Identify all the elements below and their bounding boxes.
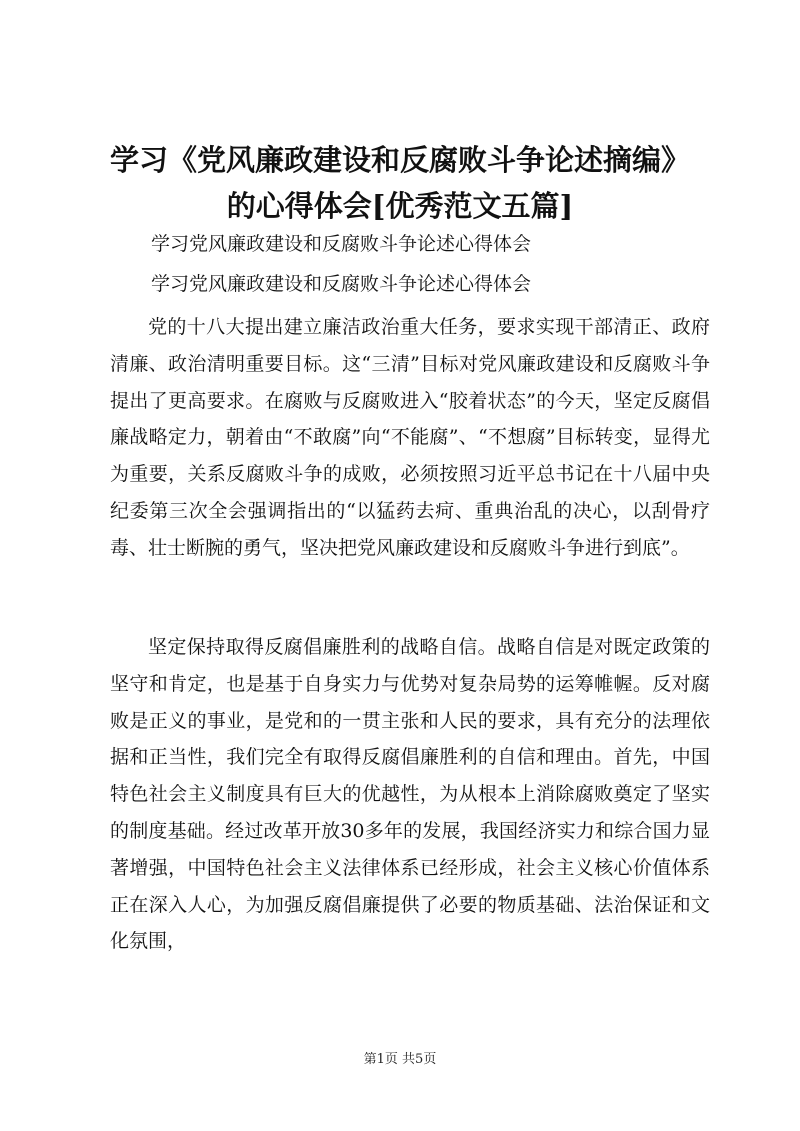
title-line-2: 的心得体会[优秀范文五篇] (226, 189, 574, 223)
body-paragraph-1: 党的十八大提出建立廉洁政治重大任务，要求实现干部清正、政府清廉、政治清明重要目标。这“三清”目标对党风廉政建设和反腐败斗争提出了更高要求。在腐败与反腐败进入“胶着状态”的今天，坚定反腐倡廉战略定力，朝着由“不敢腐”向“不能腐”、“不想腐”目标转变，显得尤为重要，关系反腐败斗争的成败，必须按照习近平总书记在十八届中央纪委第三次全会强调指出的“以猛药去疴、重典治乱的决心，以刮骨疗毒、壮士断腕的勇气，坚决把党风廉政建设和反腐败斗争进行到底”。 (110, 316, 710, 559)
document-title (60, 137, 740, 229)
subheading-2: 学习党风廉政建设和反腐败斗争论述心得体会 (151, 273, 532, 295)
body-paragraph-2: 坚定保持取得反腐倡廉胜利的战略自信。战略自信是对既定政策的坚守和肯定，也是基于自身实力与优势对复杂局势的运筹帷幄。反对腐败是正义的事业，是党和的一贯主张和人民的要求，具有充分的法理依据和正当性，我们完全有取得反腐倡廉胜利的自信和理由。首先，中国特色社会主义制度具有巨大的优越性，为从根本上消除腐败奠定了坚实的制度基础。经过改革开放30多年的发展，我国经济实力和综合国力显著增强，中国特色社会主义法律体系已经形成，社会主义核心价值体系正在深入人心，为加强反腐倡廉提供了必要的物质基础、法治保证和文化氛围， (110, 636, 710, 953)
subheading-1: 学习党风廉政建设和反腐败斗争论述心得体会 (151, 233, 532, 255)
title-line-1: 学习《党风廉政建设和反腐败斗争论述摘编》 (109, 143, 690, 177)
page-footer: 第1页 共5页 (363, 1052, 437, 1067)
